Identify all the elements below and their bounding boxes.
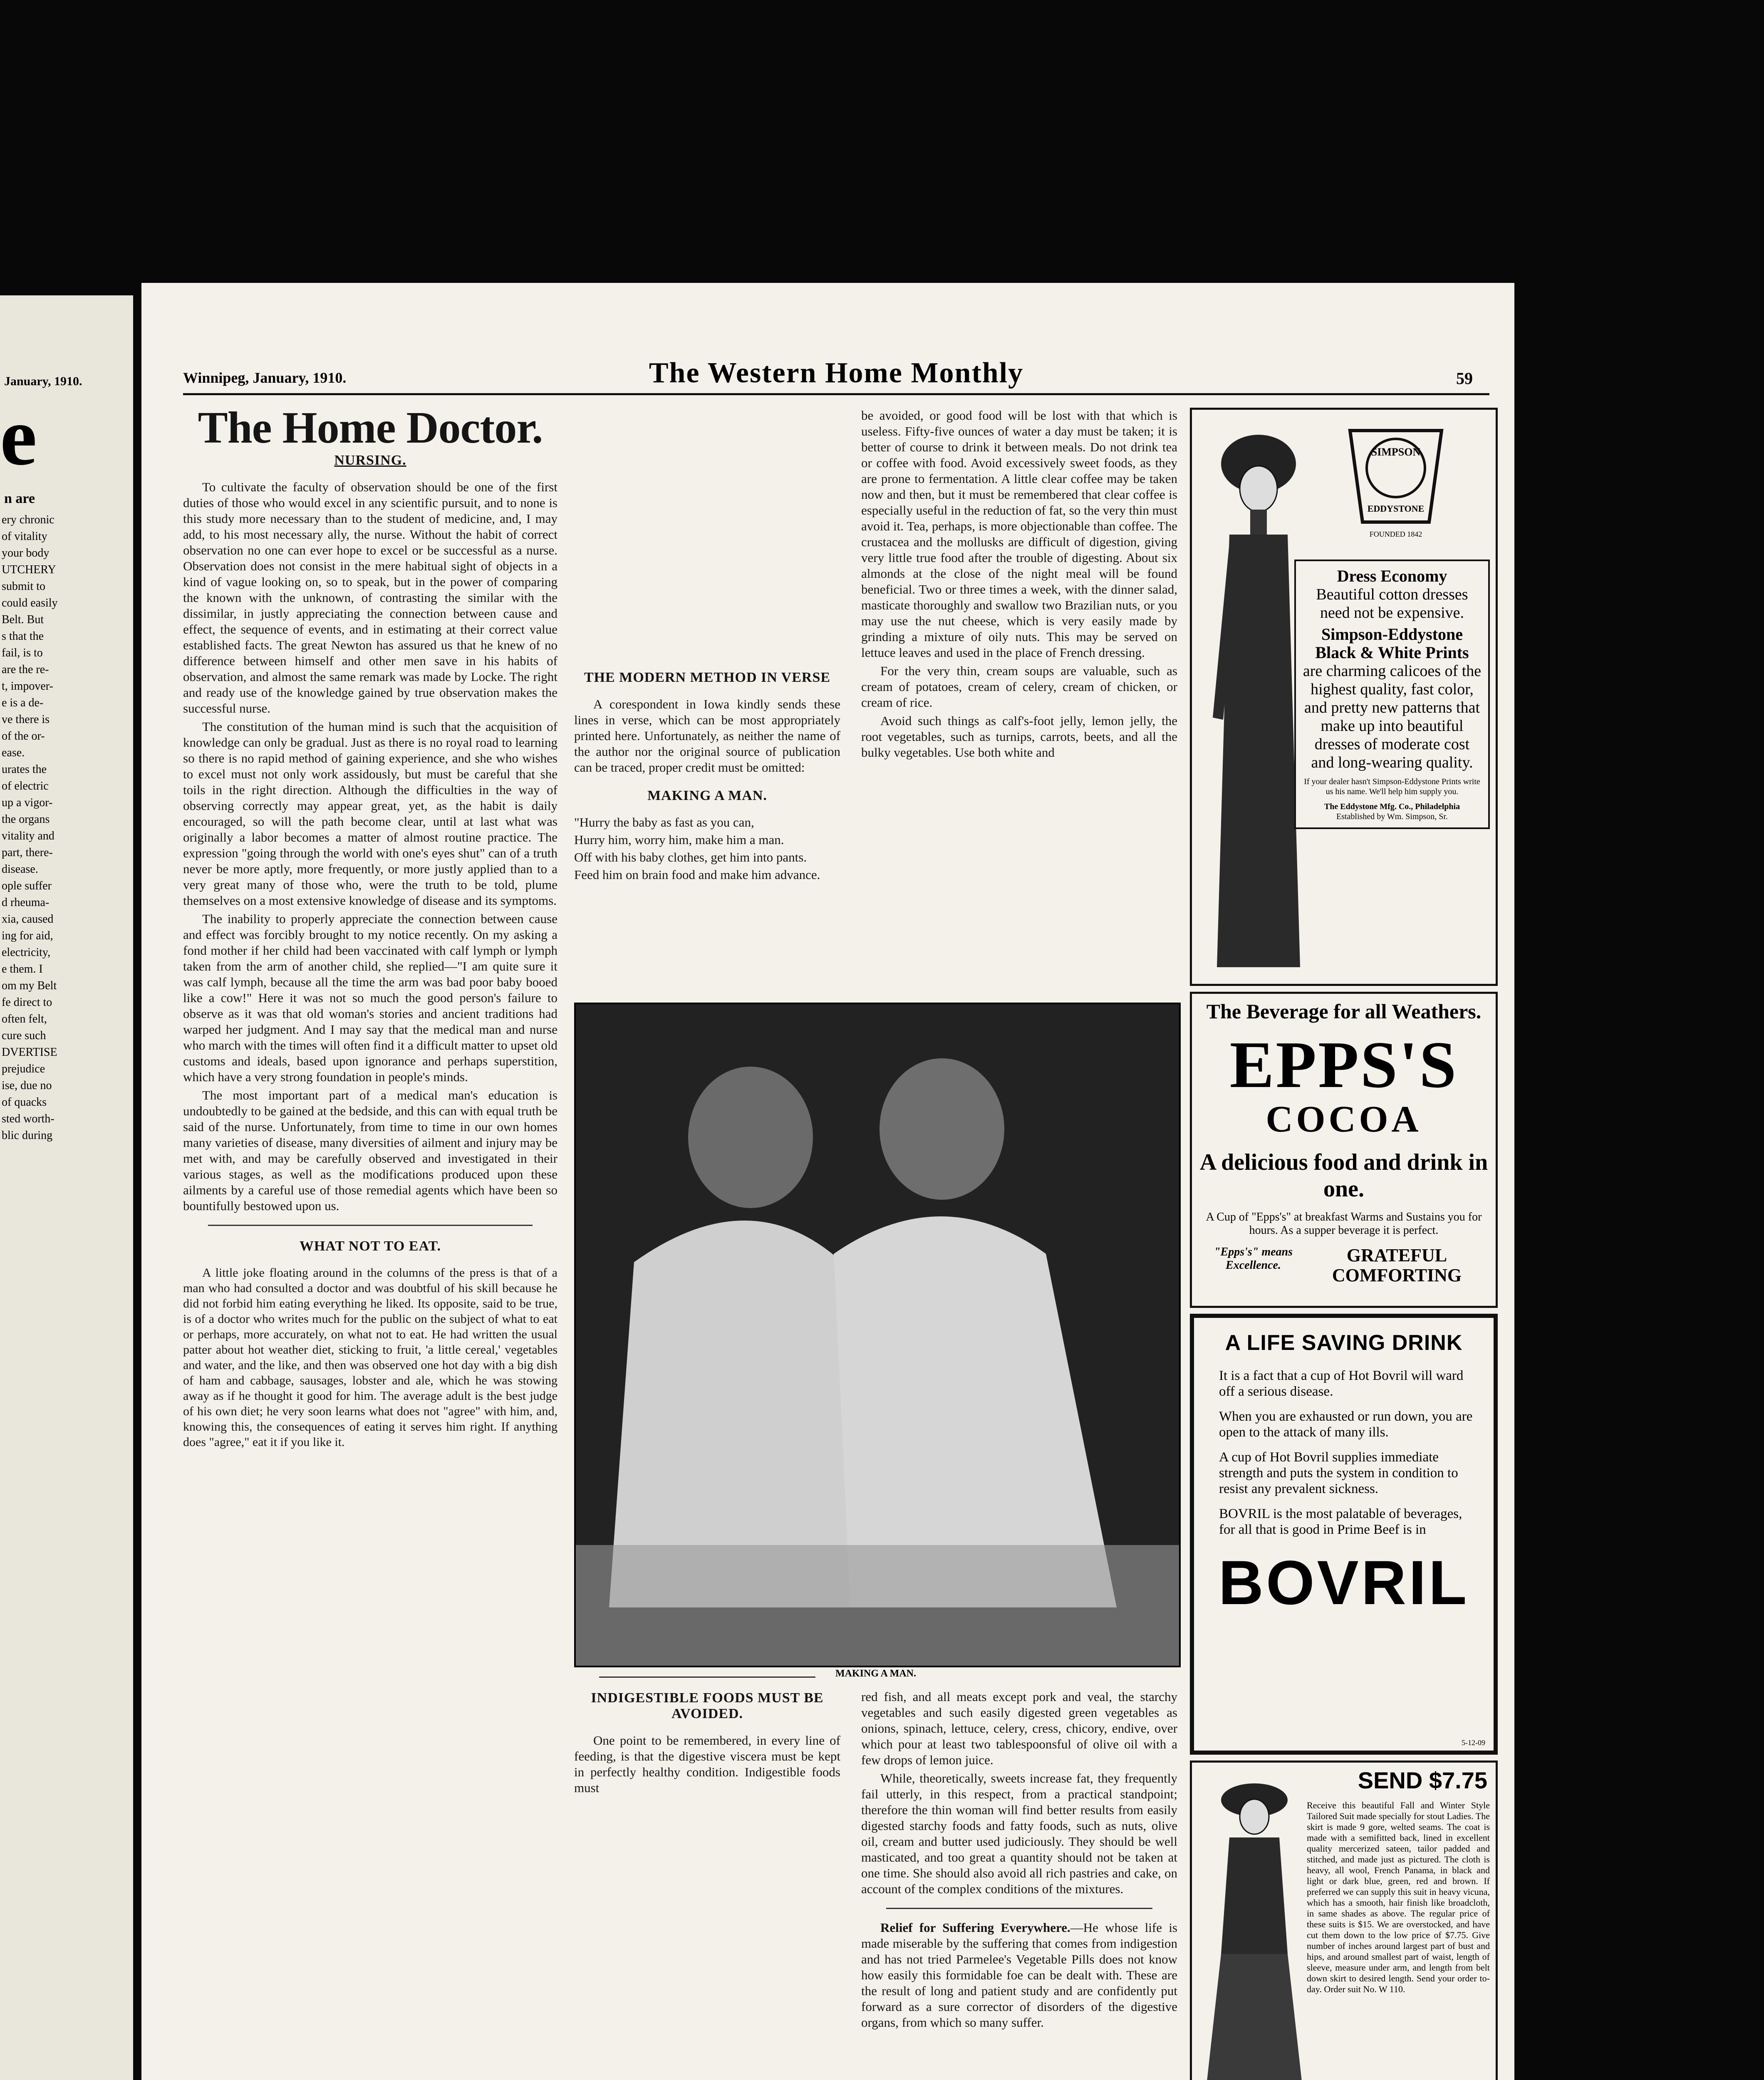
ad-established: Established by Wm. Simpson, Sr. (1336, 812, 1448, 821)
ad-text: Beautiful cotton dresses need not be expensive. (1316, 586, 1468, 622)
facing-page-line: Belt. But (2, 613, 44, 626)
paragraph: To cultivate the faculty of observation should be one of the first duties of those who would excel in any scientific pursuit, and to none is this study more necessary than to the student of medicine, and, I may add, to his most necessary ally, the nurse. Without the habit of correct observation no one can ever hope to excel or be successful as a nurse. Observation does not consist in the mere habitual sight of objects in a kind of vague looking on, so to speak, but in the power of comparing the known with the unknown, of contrasting the similar with the dissimilar, in justly appreciating the connection between cause and effect, the sequence of events, and in estimating at their correct value established facts. The great Newton has assured us that he knew of no difference between himself and other men save in his habits of observation, and almost the same remark was made by Locke. The right and ready use of the knowledge gained by true observation makes the successful nurse. (183, 480, 557, 716)
facing-page-line: ve there is (2, 713, 50, 726)
section-heading-nursing: NURSING. (334, 453, 406, 468)
ad-slogan: A delicious food and drink in one. (1199, 1149, 1488, 1202)
facing-page-line: e is a de- (2, 696, 44, 709)
section-heading-indigestible: INDIGESTIBLE FOODS MUST BE AVOIDED. (591, 1690, 824, 1721)
facing-page-text (2, 512, 126, 1144)
article-title: The Home Doctor. (198, 403, 543, 453)
ad-code: 5-12-09 (1462, 1738, 1485, 1747)
facing-page-line: e them. I (2, 963, 43, 976)
facing-page-line: fail, is to (2, 646, 43, 659)
paragraph: be avoided, or good food will be lost with that which is useless. Fifty-five ounces of water a day must be taken; it is better of course to drink it between meals. Do not drink tea or coffee with food. Avoid excessively sweet foods, as they are prone to fermentation. A little clear coffee may be taken now and then, but it must be remembered that clear coffee is especially useful in the reduction of fat, so the very thin must avoid it. Tea, perhaps, is more objectionable than coffee. The crustacea and the mollusks are difficult of digestion, giving very little true food after the trouble of digesting. About six almonds at the close of the night meal will be found beneficial. Two or three times a week, with the dinner salad, masticate thoroughly and swallow two Brazilian nuts, or you may use the nut cheese, which is very easily made by grinding a mixture of oily nuts. This may be served on lettuce leaves and used in the place of French dressing. (861, 408, 1177, 660)
epps-brand: EPPS'S (1229, 1028, 1458, 1102)
keystone-text: SIMPSON (1371, 446, 1421, 458)
bovril-ad (1190, 1314, 1498, 1755)
masthead: The Western Home Monthly (649, 357, 1024, 389)
facing-page-line: d rheuma- (2, 896, 50, 909)
facing-page-line: UTCHERY (2, 563, 56, 576)
paragraph: red fish, and all meats except pork and veal, the starchy vegetables and such easily digested green vegetables as onions, spinach, lettuce, celery, cress, chicory, endive, over which pour at least two tablespoonsful of olive oil with a few drops of lemon juice. (861, 1689, 1177, 1767)
facing-page-line: prejudice (2, 1062, 45, 1075)
facing-page-line: part, there- (2, 846, 53, 859)
facing-page-line: are the re- (2, 663, 49, 676)
facing-page-line: often felt, (2, 1013, 47, 1025)
facing-page-line: s that the (2, 630, 44, 643)
paragraph: A corespondent in Iowa kindly sends these lines in verse, which can be most appropriately printed here. Unfortunately, as neither the name of the author nor the original source of publication can be traced, proper credit must be omitted: (574, 697, 840, 775)
photo-caption: MAKING A MAN. (835, 1668, 916, 1679)
article-column-3-bottom (861, 1689, 1177, 2033)
facing-page-line: of electric (2, 780, 49, 792)
divider (886, 1908, 1152, 1909)
facing-page-line: ery chronic (2, 513, 55, 526)
paragraph: A little joke floating around in the columns of the press is that of a man who had consulted a doctor and was doubtful of his skill because he did not forbid him eating everything he liked. Its opposite, said to be true, is of a doctor who writes much for the public on the subject of what to eat or perhaps, more accurately, on what not to eat. He had written the usual patter about hot weather diet, sticking to fruit, 'a little cereal,' vegetables and water, and the like, and then was observed one hot day with a big dish of ham and cabbage, sausages, lobster and ale, which he was stowing away as if he thought it good for him. The average adult is the best judge of his own diet; he very soon learns what does not "agree" with him, and, knowing this, the consequences of eating it serves him right. If anything does "agree," eat it if you like it. (183, 1266, 557, 1449)
facing-page-line: cure such (2, 1029, 46, 1042)
simpson-keystone-logo (1333, 422, 1458, 547)
facing-page-line: ise, due no (2, 1079, 52, 1092)
paragraph: While, theoretically, sweets increase fat, they frequently fail utterly, in this respect, from a practical standpoint; therefore the thin woman will find better results from easily digested starchy foods and fatty foods, such as nuts, olive oil, cream and butter used judiciously. They should be well masticated, and too great a quantity should not be taken at one time. She should also avoid all rich pastries and cake, on account of the complex conditions of the mixtures. (861, 1771, 1177, 1896)
twin-babies-photo (574, 1003, 1181, 1667)
ad-text: BOVRIL is the most palatable of beverages, for all that is good in Prime Beef is in (1219, 1506, 1462, 1537)
newspaper-page (141, 283, 1514, 2080)
article-column-2 (574, 670, 840, 884)
section-heading-what-not-to-eat: WHAT NOT TO EAT. (299, 1238, 441, 1254)
ad-headline: Dress Economy (1337, 567, 1447, 585)
facing-page-line: xia, caused (2, 913, 54, 926)
facing-page-line: of vitality (2, 530, 47, 543)
facing-page-line: ople suffer (2, 879, 52, 892)
section-heading-modern-method: THE MODERN METHOD IN VERSE (584, 670, 831, 685)
bovril-brand: BOVRIL (1218, 1548, 1469, 1617)
advertisement-column (1190, 408, 1498, 2080)
paragraph: For the very thin, cream soups are valuable, such as cream of potatoes, cream of celery, cream of chicken, or cream of rice. (861, 664, 1177, 710)
article-column-3 (861, 408, 1177, 763)
facing-page-line: DVERTISE (2, 1046, 57, 1059)
ad-maker: The Eddystone Mfg. Co., Philadelphia (1324, 802, 1460, 811)
facing-page-line: the organs (2, 813, 50, 826)
facing-page-line: vitality and (2, 830, 55, 842)
tailored-suit-illustration (1200, 1775, 1308, 2080)
ad-brand: Simpson-Eddystone Black & White Prints (1315, 625, 1469, 662)
facing-page-scrap (0, 295, 133, 2080)
relief-lead: Relief for Suffering Everywhere. (880, 1920, 1070, 1935)
keystone-sub: EDDYSTONE (1367, 503, 1425, 514)
ad-text: A cup of Hot Bovril supplies immediate strength and puts the system in condition to resist any prevalent sickness. (1219, 1450, 1458, 1496)
ad-headline: SEND $7.75 (1358, 1767, 1487, 1793)
facing-page-line: sted worth- (2, 1112, 55, 1125)
simpson-eddystone-ad (1190, 408, 1498, 986)
facing-page-line: your body (2, 547, 50, 560)
standard-garment-ad (1190, 1761, 1498, 2080)
ad-text: are charming calicoes of the highest quality, fast color, and pretty new patterns that make up into beautiful dresses of moderate cost and long-wearing quality. (1303, 662, 1482, 771)
ad-headline: A LIFE SAVING DRINK (1225, 1331, 1463, 1355)
facing-page-line: submit to (2, 580, 46, 593)
ad-grateful: GRATEFUL COMFORTING (1332, 1245, 1462, 1285)
keystone-founded: FOUNDED 1842 (1369, 530, 1422, 538)
facing-page-line: fe direct to (2, 996, 52, 1009)
facing-page-line: of quacks (2, 1096, 47, 1109)
epps-product: COCOA (1266, 1099, 1422, 1140)
facing-page-line: could easily (2, 597, 58, 609)
facing-page-line: ease. (2, 746, 25, 759)
verse-line: Hurry him, worry him, make him a man. (574, 832, 784, 847)
ad-tagline: The Beverage for all Weathers. (1206, 1000, 1482, 1023)
divider (208, 1225, 533, 1226)
ad-small-text: If your dealer hasn't Simpson-Eddystone Prints write us his name. We'll help him supply you. (1304, 777, 1480, 796)
ad-text: When you are exhausted or run down, you are open to the attack of many ills. (1219, 1409, 1473, 1440)
facing-page-date: January, 1910. (4, 374, 82, 388)
facing-page-line: n are (4, 491, 35, 506)
facing-page-line: disease. (2, 863, 38, 876)
facing-page-line: t, impover- (2, 680, 53, 693)
facing-page-line: up a vigor- (2, 796, 53, 809)
ad-text: A Cup of "Epps's" at breakfast Warms and Sustains you for hours. As a supper beverage it is perfect. (1206, 1211, 1482, 1237)
epps-cocoa-ad (1190, 992, 1498, 1308)
page-number: 59 (1456, 369, 1473, 388)
facing-page-line: of the or- (2, 730, 45, 743)
facing-page-line: urates the (2, 763, 47, 776)
ad-means: "Epps's" means Excellence. (1214, 1246, 1293, 1272)
ad-text: It is a fact that a cup of Hot Bovril will ward off a serious disease. (1219, 1368, 1464, 1399)
paragraph: Avoid such things as calf's-foot jelly, lemon jelly, the root vegetables, such as turnips, carrots, beets, and all the bulky vegetables. Use both white and (861, 713, 1177, 760)
ad-text: Receive this beautiful Fall and Winter Style Tailored Suit made specially for stout Ladies. The skirt is made 9 gore, welted seams. The coat is made with a semifitted back, lined in excellent quality mercerized sateen, tailor padded and stitched, and made just as pictured. The cloth is heavy, all wool, French Panama, in black and light or dark blue, green, red and brown. If preferred we can supply this suit in heavy vicuna, which has a smooth, hair finish like broadcloth, in same shades as above. The regular price of these suits is $15. We are overstocked, and have cut them down to the low price of $7.75. Give number of inches around largest part of bust and hips, and around smallest part of waist, length of sleeve, measure under arm, and length from belt down skirt to desired length. Send your order to-day. Order suit No. W 110. (1307, 1800, 1490, 1994)
paragraph: The most important part of a medical man's education is undoubtedly to be gained at the bedside, and this can with equal truth be said of the nurse. Unfortunately, from time to time in our own homes many varieties of disease, many diversities of ailment and injury may be met with, and may be carefully observed and investigated in their various stages, as well as the modifications produced upon these ailments by a careful use of those remedial agents which have been so bountifully bestowed upon us. (183, 1088, 557, 1213)
paragraph: The constitution of the human mind is such that the acquisition of knowledge can only be gradual. Just as there is no royal road to learning so there is no rapid method of gaining experience, and she who wishes to excel must not only work assidously, but must be careful that she toils in the right direction. Although the difficulties in the way of observing correctly may appear great, yet, as the habit is daily encouraged, so will the path become clear, until at last what was originally a labor becomes a matter of almost routine practice. The expression "going through the world with one's eyes shut" can of a truth never be more aptly, more frequently, or more justly applied than to a very great many of those who, were the truth to be told, plume themselves on a most extensive knowledge of disease and its symptoms. (183, 719, 557, 908)
facing-page-line: ing for aid, (2, 929, 53, 942)
facing-page-line: om my Belt (2, 979, 57, 992)
verse-line: "Hurry the baby as fast as you can, (574, 815, 754, 830)
ad-footer (1200, 1246, 1487, 1285)
relief-paragraph (861, 1920, 1177, 2030)
verse-line: Feed him on brain food and make him advance. (574, 867, 820, 882)
facing-page-big-letter: e (0, 391, 37, 483)
relief-text: —He whose life is made miserable by the suffering that comes from indigestion and has not tried Parmelee's Vegetable Pills does not know how easily this formidable foe can be dealt with. These are the result of long and patient study and are confidently put forward as a sure corrector of disorders of the digestive organs, from which so many suffer. (861, 1920, 1177, 2030)
running-head (183, 356, 1489, 395)
facing-page-line: blic during (2, 1129, 53, 1142)
verse-line: Off with his baby clothes, get him into pants. (574, 850, 807, 864)
paragraph: One point to be remembered, in every line of feeding, is that the digestive viscera must be kept in perfectly healthy condition. Indigestible foods must (574, 1733, 840, 1795)
facing-page-line: electricity, (2, 946, 51, 959)
photo-image (576, 1004, 1179, 1666)
article-column-1 (183, 403, 557, 1452)
poem-title: MAKING A MAN. (647, 788, 767, 803)
dress-economy-box (1294, 560, 1490, 829)
paragraph: The inability to properly appreciate the connection between cause and effect was forcibly brought to my notice recently. On my asking a fond mother if her child had been vaccinated with calf lymph or lymph taken from the arm of another child, she replied—"I am quite sure it was calf lymph, because all the time the arm was bad poor baby booed like a cow!" Here it was not so much the good person's failure to observe as it was that old woman's stories and ancient traditions had warped her judgment. And I may say that the medical man and nurse who march with the times will often find it a difficult matter to upset old customs and ideals, based upon ignorance and perhaps superstition, which have a very strong foundation in people's minds. (183, 911, 557, 1084)
header-date: Winnipeg, January, 1910. (183, 369, 347, 386)
verse-top (574, 815, 840, 883)
